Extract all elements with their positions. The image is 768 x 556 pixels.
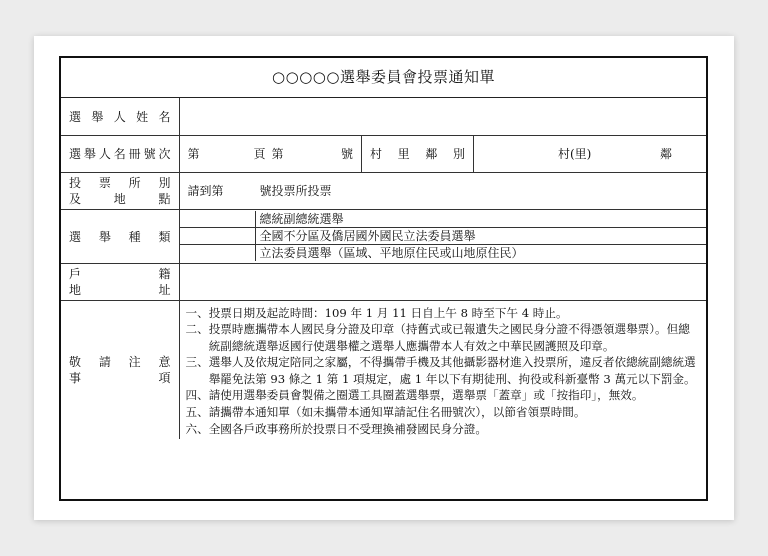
notice-item [186, 421, 701, 438]
notice-item [186, 387, 701, 404]
household-address-label [61, 263, 179, 300]
election-option-label: 立法委員選舉（區域、平地原住民或山地原住民） [259, 246, 524, 260]
polling-station-label [61, 172, 179, 209]
election-option-label: 全國不分區及僑居國外國民立法委員選舉 [259, 229, 476, 243]
notice-list [179, 300, 706, 439]
roll-part-page: 頁 [253, 147, 266, 161]
voter-name-label: 選舉人姓名 [61, 98, 179, 135]
notice-label-line1: 敬請注意 [69, 354, 171, 369]
notice-item-text: 全國各戶政事務所於投票日不受理換補發國民身分證。 [208, 421, 487, 436]
roll-part-di-1: 第 [187, 147, 200, 161]
election-option-checkbox[interactable] [180, 245, 256, 261]
notice-item [186, 305, 701, 322]
notice-item-number: 一、 [185, 305, 209, 320]
household-label-line2: 地址 [69, 282, 171, 297]
notice-item [186, 321, 701, 354]
notice-item-text: 請使用選舉委員會製備之圈選工具圈蓋選舉票，選舉票「蓋章」或「按指印」，無效。 [208, 388, 644, 403]
row-voter-name [61, 98, 706, 135]
roll-part-number: 號 [340, 147, 353, 161]
household-address-field[interactable] [179, 263, 706, 300]
notice-item-number: 三、 [185, 355, 209, 370]
polling-station-label-line1: 投票所別 [69, 175, 171, 190]
roll-number-field[interactable] [180, 136, 362, 172]
election-option-presidential[interactable] [180, 211, 707, 228]
polling-station-field[interactable]: 請到第 號投票所投票 [179, 172, 706, 209]
notice-label [61, 300, 179, 439]
row-roll-number [61, 135, 706, 172]
row-election-type [61, 209, 706, 263]
notice-item-text: 投票日期及起訖時間：109 年 1 月 11 日自上午 8 時至下午 4 時止。 [208, 305, 568, 320]
election-option-legislator[interactable] [180, 245, 707, 261]
notice-item-number: 四、 [185, 388, 209, 403]
election-type-label: 選舉種類 [61, 209, 179, 263]
notice-label-line2: 事項 [69, 370, 171, 385]
village-part-li: 村(里) [558, 147, 592, 161]
roll-part-di-2: 第 [271, 147, 284, 161]
notice-item-number: 五、 [185, 405, 209, 420]
notice-item-text: 請攜帶本通知單（如未攜帶本通知單請記住名冊號次），以節省領票時間。 [208, 405, 586, 420]
election-option-checkbox[interactable] [180, 228, 256, 244]
notice-item [186, 404, 701, 421]
household-label-line1: 戶籍 [69, 266, 171, 281]
election-option-label: 總統副總統選舉 [259, 212, 344, 226]
form-frame [59, 56, 708, 501]
roll-number-label: 選舉人名冊號次 [61, 135, 179, 172]
row-notices [61, 300, 706, 439]
row-household-address [61, 263, 706, 300]
notice-item-text: 選舉人及依規定陪同之家屬，不得攜帶手機及其他攝影器材進入投票所，違反者依總統副總統選舉罷免法第 93 條之 1 第 1 項規定，處 1 年以下有期徒刑、拘役或科新臺幣 3 萬元以下罰金。 [208, 355, 696, 386]
village-part-lin: 鄰 [659, 147, 672, 161]
notice-item-number: 二、 [185, 322, 209, 337]
village-label: 村里鄰別 [362, 136, 474, 172]
polling-station-label-line2: 及地點 [69, 191, 171, 206]
notice-paper [34, 36, 734, 520]
voter-name-field[interactable] [179, 98, 706, 135]
notice-item [186, 354, 701, 387]
village-field[interactable] [474, 136, 707, 172]
row-polling-station [61, 172, 706, 209]
election-type-options [180, 211, 707, 261]
election-option-at-large[interactable] [180, 228, 707, 245]
form-title: ○○○○○選舉委員會投票通知單 [61, 58, 706, 98]
notice-item-text: 投票時應攜帶本人國民身分證及印章（持舊式或已報遺失之國民身分證不得憑領選舉票）。但總統副總統選舉返國行使選舉權之選舉人應攜帶本人有效之中華民國護照及印章。 [208, 322, 690, 353]
election-option-checkbox[interactable] [180, 211, 256, 227]
form-table [61, 98, 706, 439]
notice-item-number: 六、 [185, 421, 209, 436]
